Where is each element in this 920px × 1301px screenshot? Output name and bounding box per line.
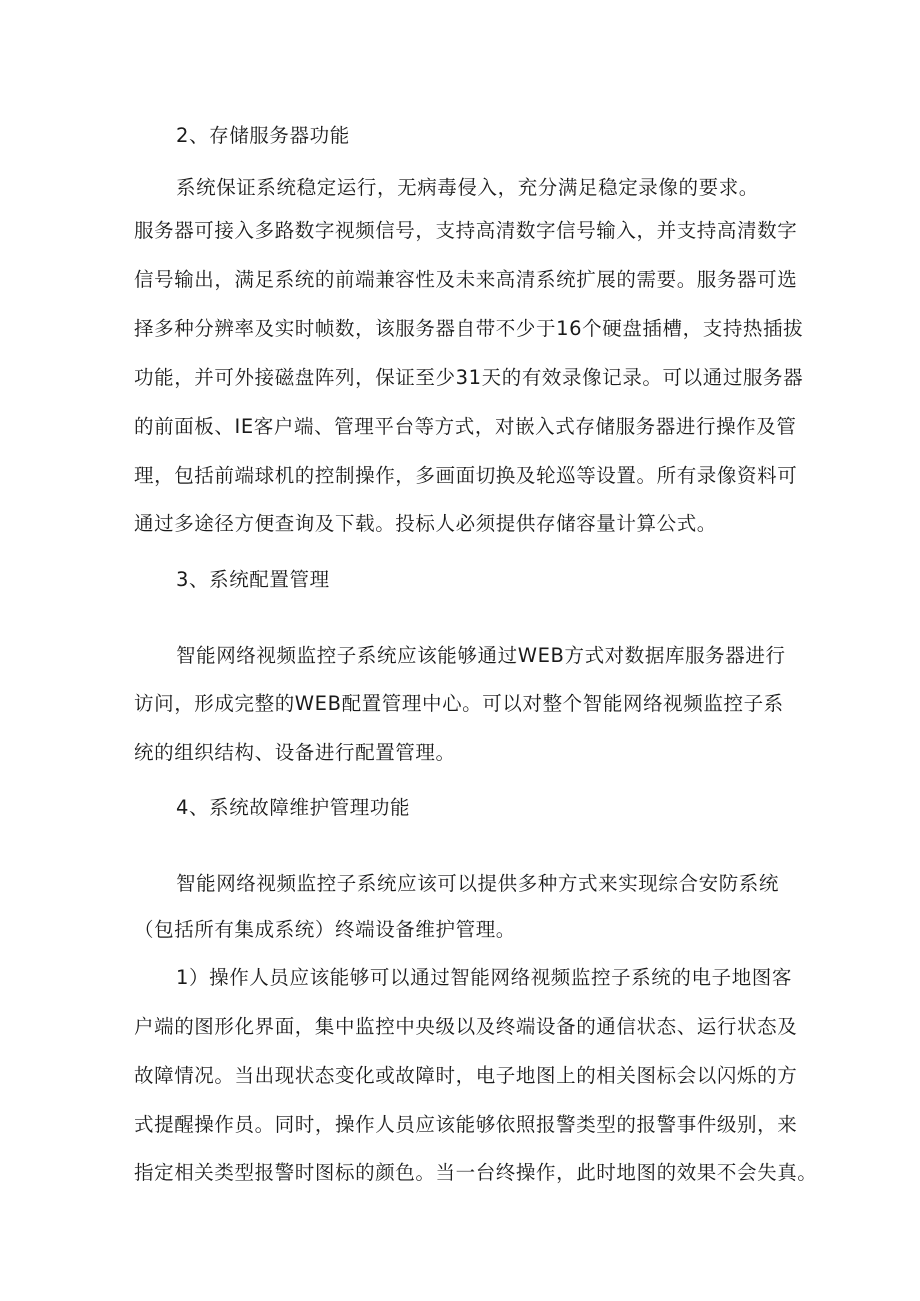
section-4-item-1-line: 指定相关类型报警时图标的颜色。当一台终操作，此时地图的效果不会失真。 bbox=[134, 1161, 818, 1184]
section-2-line: 通过多途径方便查询及下载。投标人必须提供存储容量计算公式。 bbox=[134, 512, 717, 535]
section-2-line: 的前面板、IE客户端、管理平台等方式，对嵌入式存储服务器进行操作及管 bbox=[134, 415, 797, 438]
section-2-line: 系统保证系统稳定运行，无病毒侵入，充分满足稳定录像的要求。 bbox=[176, 176, 759, 199]
section-4-intro-line: 智能网络视频监控子系统应该可以提供多种方式来实现综合安防系统 bbox=[176, 872, 780, 895]
section-4-item-1-line: 式提醒操作员。同时，操作人员应该能够依照报警类型的报警事件级别，来 bbox=[134, 1113, 798, 1136]
section-4-heading: 4、系统故障维护管理功能 bbox=[176, 796, 411, 819]
section-3-line: 智能网络视频监控子系统应该能够通过WEB方式对数据库服务器进行 bbox=[176, 644, 786, 667]
section-2-line: 服务器可接入多路数字视频信号，支持高清数字信号输入，并支持高清数字 bbox=[134, 219, 798, 242]
section-4-item-1-line: 户端的图形化界面，集中监控中央级以及终端设备的通信状态、运行状态及 bbox=[134, 1015, 798, 1038]
section-2-line: 功能，并可外接磁盘阵列，保证至少31天的有效录像记录。可以通过服务器 bbox=[134, 366, 804, 389]
section-2-line: 理，包括前端球机的控制操作，多画面切换及轮巡等设置。所有录像资料可 bbox=[134, 464, 798, 487]
section-2-heading: 2、存储服务器功能 bbox=[176, 124, 350, 147]
section-4-item-1-line: 1）操作人员应该能够可以通过智能网络视频监控子系统的电子地图客 bbox=[176, 966, 793, 989]
section-4-item-1-line: 故障情况。当出现状态变化或故障时，电子地图上的相关图标会以闪烁的方 bbox=[134, 1064, 798, 1087]
section-3-heading: 3、系统配置管理 bbox=[176, 568, 330, 591]
section-2-line: 择多种分辨率及实时帧数，该服务器自带不少于16个硬盘插槽，支持热插拔 bbox=[134, 317, 804, 340]
section-3-line: 统的组织结构、设备进行配置管理。 bbox=[134, 741, 456, 764]
section-4-intro-line: （包括所有集成系统）终端设备维护管理。 bbox=[134, 918, 516, 941]
section-2-line: 信号输出，满足系统的前端兼容性及未来高清系统扩展的需要。服务器可选 bbox=[134, 268, 798, 291]
section-3-line: 访问，形成完整的WEB配置管理中心。可以对整个智能网络视频监控子系 bbox=[134, 692, 784, 715]
